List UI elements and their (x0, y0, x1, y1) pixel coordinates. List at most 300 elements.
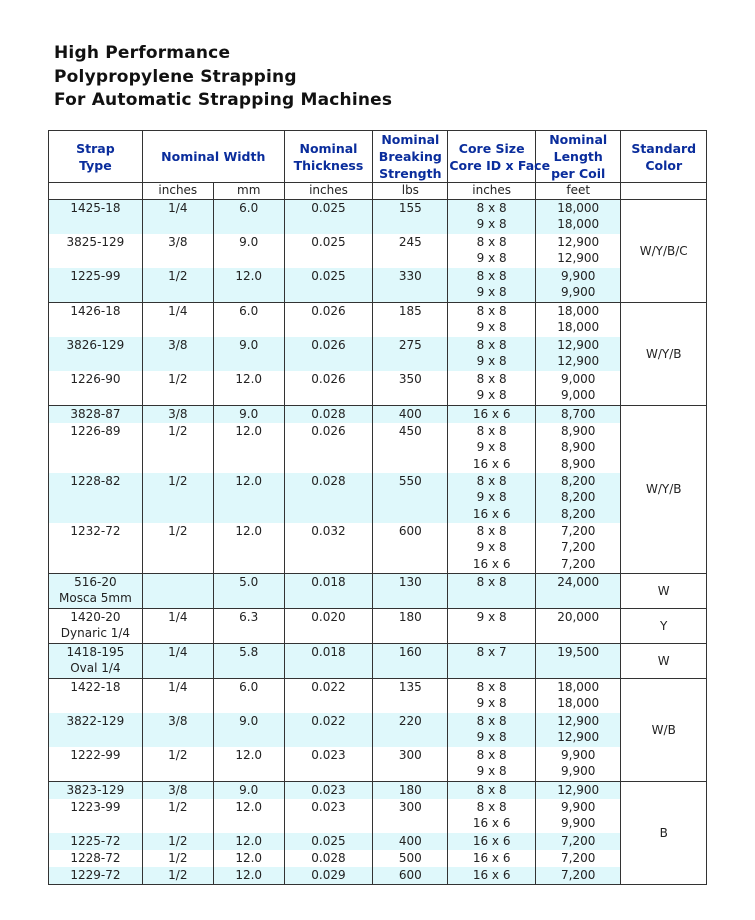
core-size-cell-line: 8 x 8 (476, 575, 507, 589)
unit-width-inches: inches (142, 183, 213, 200)
core-size-cell (448, 782, 536, 800)
width-inches-cell: 3/8 (142, 713, 213, 747)
standard-color-cell: W/Y/B (621, 303, 707, 406)
thickness-cell: 0.025 (284, 833, 373, 850)
header-standard-color (621, 131, 707, 183)
table-row (49, 200, 707, 235)
table-row (49, 574, 707, 609)
width-mm-cell: 6.0 (213, 679, 284, 714)
core-size-cell (448, 747, 536, 782)
width-mm-cell: 12.0 (213, 473, 284, 523)
strap-type-cell-line: 1229-72 (70, 868, 121, 882)
title-line-3: For Automatic Strapping Machines (54, 90, 393, 110)
core-size-cell-line: 9 x 8 (476, 764, 507, 779)
table-row (49, 473, 707, 523)
breaking-strength-cell: 220 (373, 713, 448, 747)
length-cell (535, 371, 621, 406)
strap-type-cell-line: 3822-129 (66, 714, 125, 728)
thickness-cell: 0.025 (284, 268, 373, 303)
core-size-cell-line: 9 x 8 (476, 610, 507, 624)
strap-type-cell-line: 1422-18 (70, 680, 121, 694)
page-title (54, 42, 392, 113)
table-row (49, 268, 707, 303)
core-size-cell-line: 8 x 8 (476, 235, 507, 249)
width-mm-cell: 12.0 (213, 833, 284, 850)
header-strap-type (49, 131, 143, 183)
length-cell-line: 12,900 (557, 354, 600, 369)
thickness-cell: 0.028 (284, 473, 373, 523)
unit-width-mm: mm (213, 183, 284, 200)
core-size-cell-line: 8 x 8 (476, 783, 507, 797)
width-inches-cell: 1/2 (142, 833, 213, 850)
breaking-strength-cell: 600 (373, 523, 448, 574)
thickness-cell: 0.029 (284, 867, 373, 885)
breaking-strength-cell: 180 (373, 609, 448, 644)
table-row (49, 782, 707, 800)
strap-type-cell (49, 609, 143, 644)
length-cell-line: 9,000 (561, 388, 596, 403)
length-cell (535, 850, 621, 867)
table-row (49, 423, 707, 473)
strap-type-cell (49, 867, 143, 885)
thickness-cell: 0.023 (284, 747, 373, 782)
strap-type-cell-line: 1426-18 (70, 304, 121, 318)
thickness-cell: 0.018 (284, 644, 373, 679)
table-row (49, 371, 707, 406)
length-cell (535, 268, 621, 303)
thickness-cell: 0.026 (284, 371, 373, 406)
length-cell (535, 609, 621, 644)
core-size-cell-line: 9 x 8 (476, 490, 507, 505)
width-inches-cell: 1/4 (142, 644, 213, 679)
length-cell-line: 9,900 (561, 800, 596, 814)
width-mm-cell: 9.0 (213, 713, 284, 747)
table-row (49, 799, 707, 833)
strap-type-cell (49, 713, 143, 747)
thickness-cell: 0.026 (284, 337, 373, 371)
core-size-cell (448, 371, 536, 406)
table-row (49, 337, 707, 371)
strap-type-cell-line: Mosca 5mm (59, 591, 132, 606)
strap-type-cell-line: 1228-82 (70, 474, 121, 488)
standard-color-cell: B (621, 782, 707, 885)
strap-type-cell (49, 268, 143, 303)
core-size-cell (448, 799, 536, 833)
core-size-cell-line: 16 x 6 (472, 816, 511, 831)
breaking-strength-cell: 300 (373, 799, 448, 833)
core-size-cell (448, 406, 536, 424)
thickness-cell: 0.028 (284, 850, 373, 867)
length-cell-line: 18,000 (557, 696, 600, 711)
length-cell-line: 12,900 (557, 714, 600, 728)
length-cell-line: 18,000 (557, 304, 600, 318)
core-size-cell-line: 8 x 8 (476, 680, 507, 694)
table-row (49, 850, 707, 867)
strap-type-cell-line: 3823-129 (66, 783, 125, 797)
strap-type-cell-line: 1228-72 (70, 851, 121, 865)
unit-color-blank (621, 183, 707, 200)
strap-type-cell-line: 1225-99 (70, 269, 121, 283)
table-row (49, 679, 707, 714)
unit-length-feet: feet (535, 183, 621, 200)
strap-type-cell (49, 833, 143, 850)
width-inches-cell: 1/4 (142, 679, 213, 714)
core-size-cell-line: 9 x 8 (476, 251, 507, 266)
core-size-cell-line: 9 x 8 (476, 730, 507, 745)
table-row (49, 234, 707, 268)
unit-core-inches: inches (448, 183, 536, 200)
breaking-strength-cell: 155 (373, 200, 448, 235)
length-cell (535, 799, 621, 833)
header-line: Length (553, 149, 603, 164)
thickness-cell: 0.022 (284, 679, 373, 714)
header-breaking-strength (373, 131, 448, 183)
header-line: Core ID x Face (449, 157, 551, 173)
strap-type-cell (49, 234, 143, 268)
unit-strength-lbs: lbs (373, 183, 448, 200)
core-size-cell (448, 473, 536, 523)
breaking-strength-cell: 300 (373, 747, 448, 782)
core-size-cell (448, 713, 536, 747)
table-row (49, 747, 707, 782)
breaking-strength-cell: 275 (373, 337, 448, 371)
core-size-cell-line: 16 x 6 (472, 506, 511, 521)
table-row (49, 713, 707, 747)
width-mm-cell: 9.0 (213, 406, 284, 424)
table-row (49, 644, 707, 679)
core-size-cell-line: 9 x 8 (476, 217, 507, 232)
breaking-strength-cell: 180 (373, 782, 448, 800)
width-mm-cell: 12.0 (213, 867, 284, 885)
breaking-strength-cell: 135 (373, 679, 448, 714)
length-cell-line: 18,000 (557, 680, 600, 694)
thickness-cell: 0.032 (284, 523, 373, 574)
width-mm-cell: 9.0 (213, 782, 284, 800)
header-nominal-width (142, 131, 284, 183)
length-cell-line: 8,200 (561, 474, 596, 488)
strap-type-cell (49, 200, 143, 235)
core-size-cell-line: 8 x 8 (476, 800, 507, 814)
units-row (49, 183, 707, 200)
length-cell (535, 644, 621, 679)
core-size-cell-line: 8 x 8 (476, 474, 507, 488)
length-cell (535, 679, 621, 714)
length-cell-line: 18,000 (557, 320, 600, 335)
length-cell-line: 7,200 (561, 834, 596, 848)
strap-type-cell (49, 782, 143, 800)
strapping-spec-table (48, 130, 707, 885)
length-cell-line: 8,900 (561, 424, 596, 438)
core-size-cell-line: 16 x 6 (472, 407, 511, 421)
strap-type-cell-line: 3826-129 (66, 338, 125, 352)
core-size-cell-line: 9 x 8 (476, 320, 507, 335)
core-size-cell (448, 679, 536, 714)
table-row (49, 406, 707, 424)
header-line: Strength (379, 166, 442, 181)
header-nominal-length (535, 131, 621, 183)
standard-color-cell: W/B (621, 679, 707, 782)
width-inches-cell: 1/2 (142, 867, 213, 885)
length-cell-line: 8,900 (561, 456, 596, 471)
strap-type-cell-line: 516-20 (74, 575, 117, 589)
width-mm-cell: 12.0 (213, 799, 284, 833)
core-size-cell (448, 850, 536, 867)
table-row (49, 303, 707, 338)
core-size-cell-line: 8 x 8 (476, 338, 507, 352)
width-inches-cell: 1/2 (142, 850, 213, 867)
core-size-cell-line: 8 x 8 (476, 372, 507, 386)
core-size-cell-line: 8 x 7 (476, 645, 507, 659)
width-mm-cell: 12.0 (213, 747, 284, 782)
core-size-cell-line: 16 x 6 (472, 834, 511, 848)
breaking-strength-cell: 400 (373, 833, 448, 850)
width-inches-cell: 3/8 (142, 234, 213, 268)
strap-type-cell-line: 3828-87 (70, 407, 121, 421)
header-line: Breaking (378, 149, 442, 164)
header-line: Thickness (293, 157, 364, 173)
length-cell (535, 713, 621, 747)
length-cell-line: 12,900 (557, 338, 600, 352)
width-inches-cell: 3/8 (142, 782, 213, 800)
length-cell-line: 19,500 (557, 645, 600, 659)
length-cell-line: 24,000 (557, 575, 600, 589)
length-cell-line: 9,900 (561, 269, 596, 283)
table-row (49, 523, 707, 574)
breaking-strength-cell: 600 (373, 867, 448, 885)
core-size-cell-line: 9 x 8 (476, 540, 507, 555)
thickness-cell: 0.026 (284, 303, 373, 338)
length-cell-line: 9,000 (561, 372, 596, 386)
strap-type-cell (49, 644, 143, 679)
breaking-strength-cell: 245 (373, 234, 448, 268)
core-size-cell (448, 574, 536, 609)
width-mm-cell: 9.0 (213, 337, 284, 371)
width-inches-cell: 1/2 (142, 268, 213, 303)
table-row (49, 833, 707, 850)
header-row (49, 131, 707, 183)
core-size-cell (448, 644, 536, 679)
length-cell-line: 7,200 (561, 540, 596, 555)
core-size-cell (448, 523, 536, 574)
strap-type-cell (49, 679, 143, 714)
length-cell-line: 12,900 (557, 730, 600, 745)
width-inches-cell: 3/8 (142, 406, 213, 424)
width-mm-cell: 12.0 (213, 850, 284, 867)
core-size-cell (448, 337, 536, 371)
length-cell-line: 18,000 (557, 201, 600, 215)
core-size-cell-line: 8 x 8 (476, 424, 507, 438)
width-inches-cell: 1/2 (142, 473, 213, 523)
core-size-cell-line: 9 x 8 (476, 354, 507, 369)
length-cell-line: 12,900 (557, 235, 600, 249)
core-size-cell (448, 833, 536, 850)
width-mm-cell: 12.0 (213, 371, 284, 406)
strap-type-cell-line: Oval 1/4 (70, 661, 121, 676)
strap-type-cell-line: 1425-18 (70, 201, 121, 215)
core-size-cell-line: 16 x 6 (472, 851, 511, 865)
core-size-cell-line: 9 x 8 (476, 696, 507, 711)
thickness-cell: 0.020 (284, 609, 373, 644)
breaking-strength-cell: 500 (373, 850, 448, 867)
width-mm-cell: 12.0 (213, 268, 284, 303)
breaking-strength-cell: 450 (373, 423, 448, 473)
width-mm-cell: 6.3 (213, 609, 284, 644)
strap-type-cell (49, 747, 143, 782)
core-size-cell (448, 234, 536, 268)
core-size-cell (448, 609, 536, 644)
width-inches-cell: 1/2 (142, 371, 213, 406)
strap-type-cell (49, 799, 143, 833)
length-cell (535, 833, 621, 850)
spec-table-body (49, 200, 707, 885)
length-cell-line: 7,200 (561, 851, 596, 865)
thickness-cell: 0.022 (284, 713, 373, 747)
core-size-cell-line: 8 x 8 (476, 714, 507, 728)
title-line-2: Polypropylene Strapping (54, 66, 297, 87)
core-size-cell (448, 303, 536, 338)
header-line: per Coil (551, 166, 606, 181)
core-size-cell (448, 867, 536, 885)
strap-type-cell-line: 3825-129 (66, 235, 125, 249)
unit-blank (49, 183, 143, 200)
length-cell-line: 9,900 (561, 764, 596, 779)
length-cell (535, 234, 621, 268)
strap-type-cell-line: 1420-20 (70, 610, 121, 624)
width-inches-cell: 1/4 (142, 303, 213, 338)
strap-type-cell (49, 473, 143, 523)
breaking-strength-cell: 130 (373, 574, 448, 609)
standard-color-cell: W (621, 574, 707, 609)
core-size-cell-line: 16 x 6 (472, 456, 511, 471)
length-cell-line: 8,700 (561, 407, 596, 421)
breaking-strength-cell: 330 (373, 268, 448, 303)
thickness-cell: 0.026 (284, 423, 373, 473)
length-cell-line: 20,000 (557, 610, 600, 624)
length-cell (535, 200, 621, 235)
length-cell (535, 303, 621, 338)
length-cell (535, 473, 621, 523)
core-size-cell-line: 16 x 6 (472, 556, 511, 571)
header-core-size (448, 131, 551, 183)
core-size-cell (448, 423, 536, 473)
length-cell-line: 9,900 (561, 285, 596, 300)
width-inches-cell: 1/2 (142, 799, 213, 833)
unit-thickness-inches: inches (284, 183, 373, 200)
core-size-cell-line: 8 x 8 (476, 201, 507, 215)
breaking-strength-cell: 160 (373, 644, 448, 679)
breaking-strength-cell: 350 (373, 371, 448, 406)
length-cell-line: 7,200 (561, 524, 596, 538)
header-line: Color (645, 157, 683, 173)
length-cell (535, 782, 621, 800)
standard-color-cell: W/Y/B (621, 406, 707, 574)
width-inches-cell: 1/2 (142, 523, 213, 574)
width-mm-cell: 9.0 (213, 234, 284, 268)
core-size-cell-line: 8 x 8 (476, 524, 507, 538)
thickness-cell: 0.018 (284, 574, 373, 609)
header-line: Type (79, 157, 112, 173)
strap-type-cell-line: 1223-99 (70, 800, 121, 814)
core-size-cell (448, 268, 536, 303)
standard-color-cell: W/Y/B/C (621, 200, 707, 303)
width-inches-cell: 1/4 (142, 609, 213, 644)
core-size-cell-line: 16 x 6 (472, 868, 511, 882)
breaking-strength-cell: 400 (373, 406, 448, 424)
core-size-cell-line: 8 x 8 (476, 748, 507, 762)
header-line: Nominal (299, 140, 358, 156)
core-size-cell (448, 200, 536, 235)
length-cell-line: 12,900 (557, 251, 600, 266)
thickness-cell: 0.023 (284, 799, 373, 833)
width-inches-cell: 1/4 (142, 200, 213, 235)
strap-type-cell-line: 1222-99 (70, 748, 121, 762)
header-line: Strap (76, 140, 115, 156)
header-line: Standard (631, 140, 697, 156)
title-line-1: High Performance (54, 43, 231, 63)
header-nominal-thickness (284, 131, 373, 183)
length-cell-line: 8,200 (561, 490, 596, 505)
length-cell (535, 337, 621, 371)
core-size-cell-line: 9 x 8 (476, 285, 507, 300)
table-row (49, 867, 707, 885)
length-cell (535, 406, 621, 424)
strap-type-cell (49, 523, 143, 574)
strap-type-cell (49, 850, 143, 867)
length-cell (535, 423, 621, 473)
length-cell-line: 7,200 (561, 556, 596, 571)
table-row (49, 609, 707, 644)
strap-type-cell (49, 303, 143, 338)
width-mm-cell: 6.0 (213, 200, 284, 235)
length-cell-line: 18,000 (557, 217, 600, 232)
width-mm-cell: 5.8 (213, 644, 284, 679)
strap-type-cell-line: 1226-89 (70, 424, 121, 438)
core-size-cell-line: 9 x 8 (476, 388, 507, 403)
strap-type-cell (49, 337, 143, 371)
thickness-cell: 0.025 (284, 200, 373, 235)
width-mm-cell: 12.0 (213, 423, 284, 473)
strap-type-cell (49, 423, 143, 473)
width-inches-cell (142, 574, 213, 609)
header-line: Nominal (549, 132, 608, 147)
header-line: Nominal Width (161, 149, 266, 164)
width-mm-cell: 5.0 (213, 574, 284, 609)
length-cell-line: 12,900 (557, 783, 600, 797)
length-cell-line: 8,900 (561, 440, 596, 455)
thickness-cell: 0.023 (284, 782, 373, 800)
header-line: Core Size (458, 140, 525, 156)
length-cell (535, 574, 621, 609)
strap-type-cell-line: 1418-195 (66, 645, 125, 659)
width-inches-cell: 1/2 (142, 747, 213, 782)
strap-type-cell-line: 1232-72 (70, 524, 121, 538)
thickness-cell: 0.025 (284, 234, 373, 268)
length-cell-line: 7,200 (561, 868, 596, 882)
width-inches-cell: 1/2 (142, 423, 213, 473)
strap-type-cell-line: Dynaric 1/4 (60, 626, 131, 641)
strap-type-cell-line: 1226-90 (70, 372, 121, 386)
core-size-cell-line: 8 x 8 (476, 269, 507, 283)
breaking-strength-cell: 550 (373, 473, 448, 523)
width-mm-cell: 6.0 (213, 303, 284, 338)
width-mm-cell: 12.0 (213, 523, 284, 574)
header-line: Nominal (381, 132, 440, 147)
breaking-strength-cell: 185 (373, 303, 448, 338)
standard-color-cell: Y (621, 609, 707, 644)
length-cell (535, 523, 621, 574)
length-cell (535, 747, 621, 782)
length-cell-line: 8,200 (561, 506, 596, 521)
